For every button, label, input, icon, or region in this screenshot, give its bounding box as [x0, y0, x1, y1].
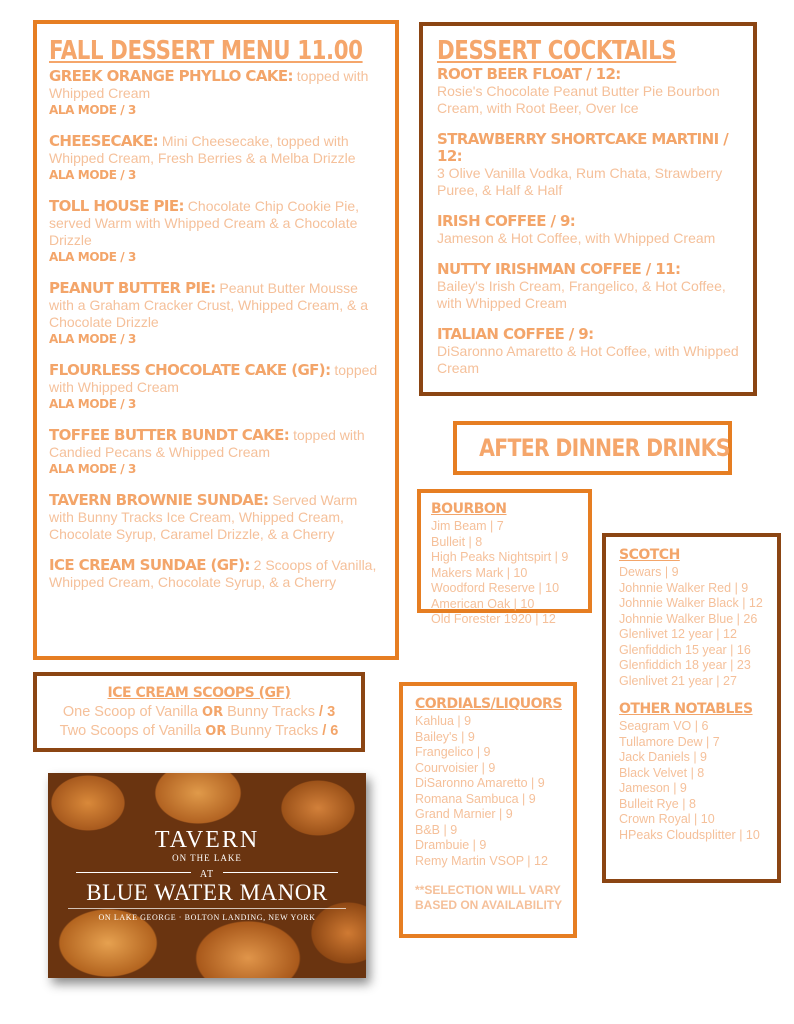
ala-mode-price: ALA MODE / 3 — [49, 103, 136, 117]
ice-cream-line-2 — [37, 722, 361, 741]
ice-cream-line-1 — [37, 703, 361, 722]
scotch-item: Johnnie Walker Red | 9 — [619, 580, 749, 595]
logo-line-4: BLUE WATER MANOR — [86, 880, 328, 905]
bourbon-item: Makers Mark | 10 — [431, 565, 528, 580]
logo-line-1: TAVERN — [154, 827, 260, 853]
cordial-item: Courvoisier | 9 — [415, 760, 496, 775]
cordials-box — [399, 682, 577, 938]
after-dinner-box — [453, 421, 732, 475]
ala-mode-price: ALA MODE / 3 — [49, 250, 136, 264]
scotch-item: Glenlivet 12 year | 12 — [619, 627, 737, 641]
cordial-item: DiSaronno Amaretto | 9 — [415, 776, 545, 790]
ice-cream-box — [33, 672, 365, 752]
dessert-item — [49, 68, 383, 119]
other-item: Black Velvet | 8 — [619, 765, 705, 780]
logo-at: AT — [199, 869, 215, 880]
dessert-name: TOLL HOUSE PIE: — [49, 197, 184, 215]
bourbon-box — [417, 489, 592, 626]
scotch-item: Johnnie Walker Blue | 26 — [619, 611, 758, 626]
cocktail-desc: Bailey's Irish Cream, Frangelico, & Hot Coffee, with Whipped Cream — [437, 278, 726, 311]
dessert-name: ICE CREAM SUNDAE (GF): — [49, 556, 250, 574]
ice-cream-line-1-or: OR — [202, 705, 224, 720]
dessert-name: TAVERN BROWNIE SUNDAE: — [49, 491, 269, 509]
cordial-item: Grand Marnier | 9 — [415, 807, 513, 821]
cocktail-name: ITALIAN COFFEE / 9: — [437, 325, 594, 343]
cocktail-name: IRISH COFFEE / 9: — [437, 212, 576, 230]
cocktail-item — [437, 131, 741, 199]
dessert-name: FLOURLESS CHOCOLATE CAKE (GF): — [49, 361, 331, 379]
other-item: Seagram VO | 6 — [619, 719, 709, 733]
bourbon-item: Woodford Reserve | 10 — [431, 581, 560, 595]
cocktails-title: DESSERT COCKTAILS — [437, 36, 677, 66]
dessert-menu-title: FALL DESSERT MENU 11.00 — [49, 36, 363, 66]
other-item: Jameson | 9 — [619, 781, 687, 795]
availability-note: **SELECTION WILL VARY BASED ON AVAILABILITY — [415, 883, 563, 912]
dessert-item — [49, 362, 383, 413]
scotch-item: Glenlivet 21 year | 27 — [619, 673, 737, 688]
dessert-desc: 2 Scoops of Vanilla, Whipped Cream, Chocolate Syrup, & a Cherry — [49, 557, 377, 590]
logo-rule-right — [223, 872, 338, 873]
ice-cream-line-2-or: OR — [205, 724, 227, 739]
cocktail-name: ROOT BEER FLOAT / 12: — [437, 65, 621, 83]
logo-rule-left — [76, 872, 191, 873]
dessert-item — [49, 198, 383, 266]
cocktail-name: STRAWBERRY SHORTCAKE MARTINI / 12: — [437, 130, 729, 165]
cocktail-desc: Rosie's Chocolate Peanut Butter Pie Bourbon Cream, with Root Beer, Over Ice — [437, 83, 720, 116]
dessert-item — [49, 492, 383, 543]
other-item: Crown Royal | 10 — [619, 812, 715, 826]
cordial-item: B&B | 9 — [415, 822, 458, 837]
ala-mode-price: ALA MODE / 3 — [49, 397, 136, 411]
bourbon-list — [431, 519, 582, 628]
pumpkin-logo-photo — [48, 773, 366, 978]
cocktail-item — [437, 261, 741, 312]
ice-cream-line-2-b: Bunny Tracks — [226, 723, 323, 739]
other-item: Jack Daniels | 9 — [619, 750, 708, 764]
dessert-item — [49, 133, 383, 184]
logo-line-5: ON LAKE GEORGE · BOLTON LANDING, NEW YORK — [68, 908, 346, 924]
dessert-name: TOFFEE BUTTER BUNDT CAKE: — [49, 426, 290, 444]
dessert-item — [49, 280, 383, 348]
logo-line-2: ON THE LAKE — [172, 853, 242, 863]
ala-mode-price: ALA MODE / 3 — [49, 168, 136, 182]
scotch-item: Johnnie Walker Black | 12 — [619, 596, 763, 610]
cocktail-item — [437, 66, 741, 117]
cordial-item: Kahlua | 9 — [415, 714, 472, 728]
dessert-desc: topped with Whipped Cream — [49, 68, 369, 101]
cordial-item: Bailey's | 9 — [415, 729, 475, 744]
other-item: HPeaks Cloudsplitter | 10 — [619, 827, 760, 842]
ice-cream-line-1-b: Bunny Tracks — [223, 704, 320, 720]
dessert-item — [49, 557, 383, 591]
cocktail-items — [437, 66, 741, 377]
dessert-desc: Mini Cheesecake, topped with Whipped Cream, Fresh Berries & a Melba Drizzle — [49, 133, 356, 166]
cocktail-item — [437, 326, 741, 377]
after-dinner-title: AFTER DINNER DRINKS — [479, 434, 730, 462]
cocktail-name: NUTTY IRISHMAN COFFEE / 11: — [437, 260, 681, 278]
dessert-desc: Chocolate Chip Cookie Pie, served Warm with Whipped Cream & a Chocolate Drizzle — [49, 198, 360, 248]
ice-cream-line-2-price: / 6 — [322, 723, 339, 739]
other-item: Bulleit Rye | 8 — [619, 796, 696, 811]
bourbon-item: Jim Beam | 7 — [431, 519, 504, 533]
cocktails-box — [419, 22, 757, 396]
cocktail-desc: 3 Olive Vanilla Vodka, Rum Chata, Strawberry Puree, & Half & Half — [437, 165, 723, 198]
scotch-title: SCOTCH — [619, 547, 680, 563]
cordials-title: CORDIALS/LIQUORS — [415, 696, 562, 712]
ice-cream-line-1-a: One Scoop of Vanilla — [62, 704, 203, 720]
ice-cream-line-1-price: / 3 — [319, 704, 336, 720]
cordial-item: Drambuie | 9 — [415, 838, 487, 852]
scotch-item: Glenfiddich 15 year | 16 — [619, 642, 751, 657]
tavern-logo — [48, 828, 366, 924]
dessert-items — [49, 68, 383, 591]
other-title: OTHER NOTABLES — [619, 701, 753, 717]
other-list — [619, 719, 771, 843]
ice-cream-title: ICE CREAM SCOOPS (GF) — [107, 685, 291, 701]
dessert-name: PEANUT BUTTER PIE: — [49, 279, 216, 297]
cordial-item: Romana Sambuca | 9 — [415, 791, 536, 806]
cordial-item: Frangelico | 9 — [415, 745, 491, 759]
ala-mode-price: ALA MODE / 3 — [49, 332, 136, 346]
dessert-menu-box — [33, 20, 399, 660]
dessert-name: GREEK ORANGE PHYLLO CAKE: — [49, 67, 293, 85]
dessert-item — [49, 427, 383, 478]
cordial-item: Remy Martin VSOP | 12 — [415, 853, 548, 868]
bourbon-item: Old Forester 1920 | 12 — [431, 612, 556, 626]
cordials-list — [415, 714, 567, 869]
logo-line-3 — [48, 864, 366, 880]
dessert-desc: topped with Candied Pecans & Whipped Cream — [49, 427, 365, 460]
cocktail-desc: DiSaronno Amaretto & Hot Coffee, with Whipped Cream — [437, 343, 739, 376]
other-item: Tullamore Dew | 7 — [619, 734, 720, 749]
cocktail-item — [437, 213, 741, 247]
dessert-desc: Served Warm with Bunny Tracks Ice Cream, Whipped Cream, Chocolate Syrup, Caramel Drizzle, & a Cherry — [49, 492, 358, 542]
dessert-name: CHEESECAKE: — [49, 132, 158, 150]
ice-cream-line-2-a: Two Scoops of Vanilla — [59, 723, 206, 739]
scotch-item: Glenfiddich 18 year | 23 — [619, 658, 751, 672]
scotch-box — [602, 533, 781, 883]
bourbon-item: High Peaks Nightspirt | 9 — [431, 550, 569, 564]
cocktail-desc: Jameson & Hot Coffee, with Whipped Cream — [437, 230, 716, 246]
dessert-desc: Peanut Butter Mousse with a Graham Cracker Crust, Whipped Cream, & a Chocolate Drizzle — [49, 280, 368, 330]
ala-mode-price: ALA MODE / 3 — [49, 462, 136, 476]
bourbon-item: Bulleit | 8 — [431, 534, 483, 549]
scotch-item: Dewars | 9 — [619, 565, 679, 579]
bourbon-item: American Oak | 10 — [431, 596, 535, 611]
scotch-list — [619, 565, 771, 689]
bourbon-title: BOURBON — [431, 501, 507, 517]
dessert-desc: topped with Whipped Cream — [49, 362, 378, 395]
